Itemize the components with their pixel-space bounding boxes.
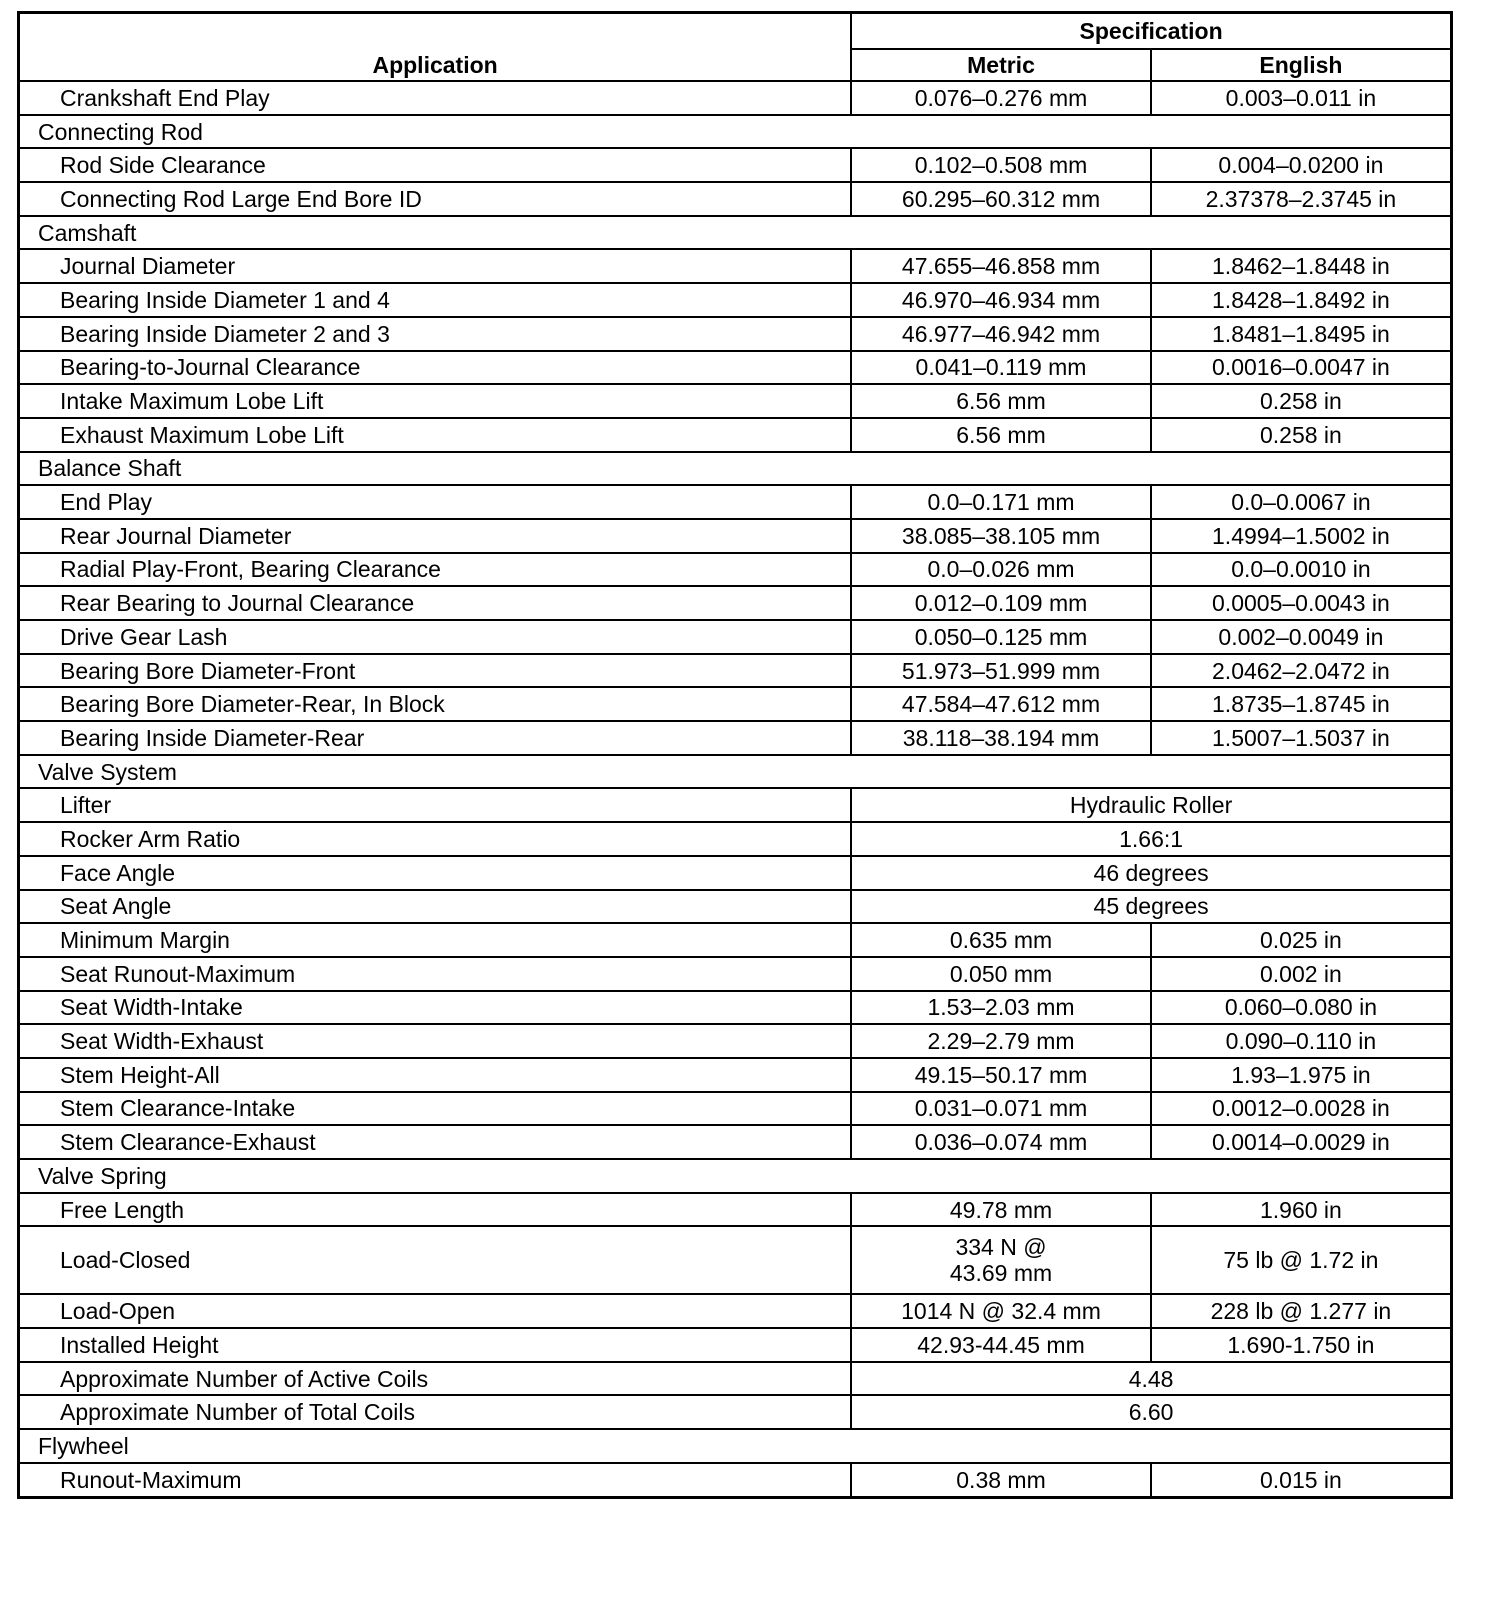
english-cell: 2.37378–2.3745 in: [1151, 182, 1452, 216]
english-cell: 0.004–0.0200 in: [1151, 148, 1452, 182]
specification-table: [17, 11, 1453, 1499]
spec-value-cell: 45 degrees: [851, 890, 1451, 924]
english-cell: 0.003–0.011 in: [1151, 81, 1452, 115]
english-cell: 0.258 in: [1151, 418, 1452, 452]
application-cell: Load-Open: [19, 1294, 852, 1328]
table-row: [19, 856, 1452, 890]
table-row: [19, 586, 1452, 620]
group-label: Valve Spring: [19, 1159, 1452, 1193]
application-cell: Bearing-to-Journal Clearance: [19, 351, 852, 385]
english-cell: 2.0462–2.0472 in: [1151, 654, 1452, 688]
metric-cell: 38.085–38.105 mm: [851, 519, 1151, 553]
application-cell: Stem Clearance-Intake: [19, 1092, 852, 1126]
english-cell: 75 lb @ 1.72 in: [1151, 1226, 1452, 1294]
metric-cell: 49.78 mm: [851, 1193, 1151, 1227]
english-cell: 0.0005–0.0043 in: [1151, 586, 1452, 620]
metric-cell: 46.970–46.934 mm: [851, 283, 1151, 317]
english-cell: 1.960 in: [1151, 1193, 1452, 1227]
metric-cell: 0.0–0.171 mm: [851, 485, 1151, 519]
table-row: [19, 1024, 1452, 1058]
group-label: Connecting Rod: [19, 115, 1452, 149]
metric-cell: 6.56 mm: [851, 418, 1151, 452]
table-row: [19, 957, 1452, 991]
application-cell: Free Length: [19, 1193, 852, 1227]
table-row: [19, 1092, 1452, 1126]
table-row: [19, 351, 1452, 385]
table-row: [19, 788, 1452, 822]
metric-cell: 0.041–0.119 mm: [851, 351, 1151, 385]
metric-cell: 0.0–0.026 mm: [851, 553, 1151, 587]
metric-cell: 0.635 mm: [851, 923, 1151, 957]
table-row: [19, 485, 1452, 519]
application-cell: Bearing Inside Diameter-Rear: [19, 721, 852, 755]
table-row: [19, 822, 1452, 856]
application-cell: Face Angle: [19, 856, 852, 890]
application-cell: Journal Diameter: [19, 249, 852, 283]
application-cell: Minimum Margin: [19, 923, 852, 957]
application-cell: Rear Journal Diameter: [19, 519, 852, 553]
table-row: [19, 1125, 1452, 1159]
english-header: English: [1151, 49, 1452, 81]
group-label: Flywheel: [19, 1429, 1452, 1463]
table-row: [19, 721, 1452, 755]
english-cell: 1.8462–1.8448 in: [1151, 249, 1452, 283]
table-group-row: [19, 216, 1452, 250]
application-header: Application: [19, 13, 852, 82]
application-cell: Stem Clearance-Exhaust: [19, 1125, 852, 1159]
table-row: [19, 384, 1452, 418]
table-row: [19, 1058, 1452, 1092]
application-cell: End Play: [19, 485, 852, 519]
table-row: [19, 1193, 1452, 1227]
english-cell: 0.002 in: [1151, 957, 1452, 991]
application-cell: Stem Height-All: [19, 1058, 852, 1092]
table-row: [19, 317, 1452, 351]
spec-value-cell: Hydraulic Roller: [851, 788, 1451, 822]
table-body: [19, 81, 1452, 1497]
metric-cell: 1014 N @ 32.4 mm: [851, 1294, 1151, 1328]
english-cell: 1.690-1.750 in: [1151, 1328, 1452, 1362]
application-cell: Bearing Bore Diameter-Front: [19, 654, 852, 688]
application-cell: Load-Closed: [19, 1226, 852, 1294]
table-row: [19, 1395, 1452, 1429]
application-cell: Drive Gear Lash: [19, 620, 852, 654]
table-row: [19, 182, 1452, 216]
english-cell: 0.0–0.0067 in: [1151, 485, 1452, 519]
application-cell: Bearing Inside Diameter 1 and 4: [19, 283, 852, 317]
table-row: [19, 1362, 1452, 1396]
table-header: [19, 13, 1452, 82]
metric-header: Metric: [851, 49, 1151, 81]
metric-cell: 0.036–0.074 mm: [851, 1125, 1151, 1159]
application-cell: Seat Angle: [19, 890, 852, 924]
table-row: [19, 620, 1452, 654]
metric-cell: [851, 1226, 1151, 1294]
english-cell: 0.0016–0.0047 in: [1151, 351, 1452, 385]
table-row: [19, 418, 1452, 452]
application-cell: Seat Runout-Maximum: [19, 957, 852, 991]
spec-value-cell: 4.48: [851, 1362, 1451, 1396]
metric-cell: 47.584–47.612 mm: [851, 687, 1151, 721]
english-cell: 0.015 in: [1151, 1463, 1452, 1497]
application-cell: Rear Bearing to Journal Clearance: [19, 586, 852, 620]
english-cell: 228 lb @ 1.277 in: [1151, 1294, 1452, 1328]
table-row: [19, 1294, 1452, 1328]
metric-line: 334 N @: [955, 1234, 1047, 1261]
metric-cell: 0.102–0.508 mm: [851, 148, 1151, 182]
english-cell: 0.0012–0.0028 in: [1151, 1092, 1452, 1126]
application-cell: Bearing Bore Diameter-Rear, In Block: [19, 687, 852, 721]
metric-cell: 51.973–51.999 mm: [851, 654, 1151, 688]
english-cell: 0.002–0.0049 in: [1151, 620, 1452, 654]
application-cell: Seat Width-Exhaust: [19, 1024, 852, 1058]
application-cell: Seat Width-Intake: [19, 991, 852, 1025]
metric-cell: 0.031–0.071 mm: [851, 1092, 1151, 1126]
table-row: [19, 654, 1452, 688]
metric-cell: 0.076–0.276 mm: [851, 81, 1151, 115]
group-label: Camshaft: [19, 216, 1452, 250]
metric-cell: 49.15–50.17 mm: [851, 1058, 1151, 1092]
spec-value-cell: 46 degrees: [851, 856, 1451, 890]
metric-cell: 0.012–0.109 mm: [851, 586, 1151, 620]
application-cell: Exhaust Maximum Lobe Lift: [19, 418, 852, 452]
table-row: [19, 1226, 1452, 1294]
table-row: [19, 890, 1452, 924]
english-cell: 0.090–0.110 in: [1151, 1024, 1452, 1058]
metric-cell: 47.655–46.858 mm: [851, 249, 1151, 283]
english-cell: 1.8481–1.8495 in: [1151, 317, 1452, 351]
english-cell: 0.0–0.0010 in: [1151, 553, 1452, 587]
english-cell: 0.025 in: [1151, 923, 1452, 957]
metric-cell: 38.118–38.194 mm: [851, 721, 1151, 755]
application-cell: Rod Side Clearance: [19, 148, 852, 182]
table-group-row: [19, 1429, 1452, 1463]
application-cell: Installed Height: [19, 1328, 852, 1362]
english-cell: 1.8735–1.8745 in: [1151, 687, 1452, 721]
metric-cell: 0.050 mm: [851, 957, 1151, 991]
group-label: Balance Shaft: [19, 452, 1452, 486]
application-cell: Intake Maximum Lobe Lift: [19, 384, 852, 418]
english-cell: 1.8428–1.8492 in: [1151, 283, 1452, 317]
metric-cell: 6.56 mm: [851, 384, 1151, 418]
table-row: [19, 1463, 1452, 1497]
english-cell: 1.5007–1.5037 in: [1151, 721, 1452, 755]
application-cell: Rocker Arm Ratio: [19, 822, 852, 856]
spec-value-cell: 1.66:1: [851, 822, 1451, 856]
spec-value-cell: 6.60: [851, 1395, 1451, 1429]
application-cell: Radial Play-Front, Bearing Clearance: [19, 553, 852, 587]
table-row: [19, 1328, 1452, 1362]
application-cell: Lifter: [19, 788, 852, 822]
table-group-row: [19, 1159, 1452, 1193]
application-cell: Connecting Rod Large End Bore ID: [19, 182, 852, 216]
application-cell: Approximate Number of Active Coils: [19, 1362, 852, 1396]
table-group-row: [19, 115, 1452, 149]
english-cell: 0.0014–0.0029 in: [1151, 1125, 1452, 1159]
table-group-row: [19, 755, 1452, 789]
english-cell: 1.4994–1.5002 in: [1151, 519, 1452, 553]
application-cell: Crankshaft End Play: [19, 81, 852, 115]
table-row: [19, 923, 1452, 957]
metric-cell: 60.295–60.312 mm: [851, 182, 1151, 216]
table-row: [19, 283, 1452, 317]
metric-cell: 0.050–0.125 mm: [851, 620, 1151, 654]
metric-cell: 1.53–2.03 mm: [851, 991, 1151, 1025]
table-row: [19, 519, 1452, 553]
specification-header: Specification: [851, 13, 1451, 50]
table-row: [19, 148, 1452, 182]
metric-cell: 2.29–2.79 mm: [851, 1024, 1151, 1058]
english-cell: 0.060–0.080 in: [1151, 991, 1452, 1025]
metric-cell: 42.93-44.45 mm: [851, 1328, 1151, 1362]
metric-line: 43.69 mm: [949, 1260, 1053, 1287]
application-cell: Bearing Inside Diameter 2 and 3: [19, 317, 852, 351]
group-label: Valve System: [19, 755, 1452, 789]
application-cell: Approximate Number of Total Coils: [19, 1395, 852, 1429]
application-cell: Runout-Maximum: [19, 1463, 852, 1497]
table-row: [19, 81, 1452, 115]
table-group-row: [19, 452, 1452, 486]
table-row: [19, 553, 1452, 587]
english-cell: 1.93–1.975 in: [1151, 1058, 1452, 1092]
metric-cell: 46.977–46.942 mm: [851, 317, 1151, 351]
english-cell: 0.258 in: [1151, 384, 1452, 418]
table-row: [19, 249, 1452, 283]
table-row: [19, 991, 1452, 1025]
table-row: [19, 687, 1452, 721]
metric-cell: 0.38 mm: [851, 1463, 1151, 1497]
